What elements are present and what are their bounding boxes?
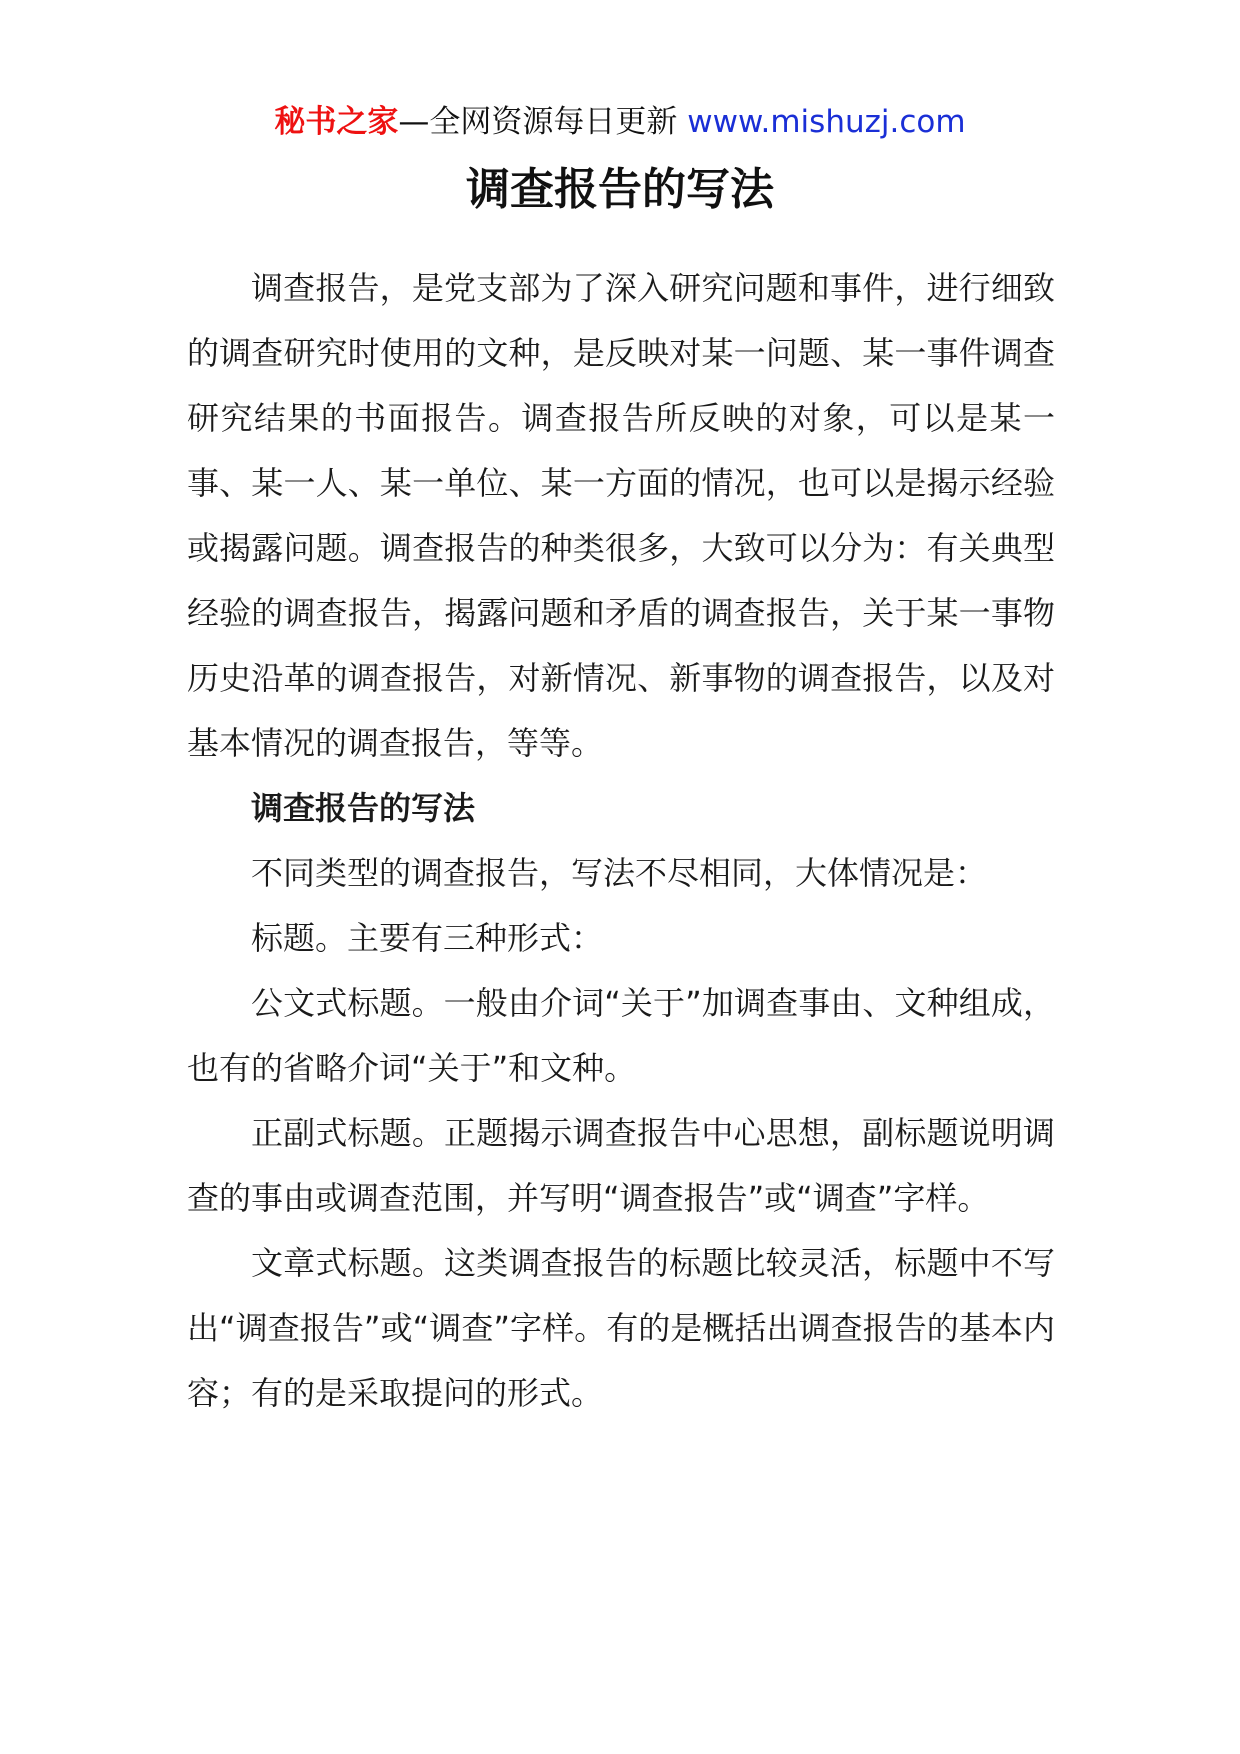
body-paragraph: 公文式标题。一般由介词“关于”加调查事由、文种组成，也有的省略介词“关于”和文种。 [187,984,1055,1087]
body-paragraph: 正副式标题。正题揭示调查报告中心思想，副标题说明调查的事由或调查范围，并写明“调查报告”或“调查”字样。 [187,1114,1055,1217]
document-title: 调查报告的写法 [466,164,774,215]
document-body [187,256,1055,1426]
site-brand: 秘书之家 [274,104,399,140]
section-heading: 调查报告的写法 [251,789,476,827]
site-tagline: —全网资源每日更新 [398,104,688,140]
body-paragraph: 标题。主要有三种形式： [251,919,604,957]
site-url-link[interactable]: www.mishuzj.com [687,104,966,140]
body-paragraph: 不同类型的调查报告，写法不尽相同，大体情况是： [251,854,988,892]
site-header [0,102,1240,142]
body-paragraph: 文章式标题。这类调查报告的标题比较灵活，标题中不写出“调查报告”或“调查”字样。有的是概括出调查报告的基本内容；有的是采取提问的形式。 [187,1244,1055,1412]
intro-paragraph: 调查报告，是党支部为了深入研究问题和事件，进行细致的调查研究时使用的文种，是反映对某一问题、某一事件调查研究结果的书面报告。调查报告所反映的对象，可以是某一事、某一人、某一单位、某一方面的情况，也可以是揭示经验或揭露问题。调查报告的种类很多，大致可以分为：有关典型经验的调查报告，揭露问题和矛盾的调查报告，关于某一事物历史沿革的调查报告，对新情况、新事物的调查报告，以及对基本情况的调查报告，等等。 [187,269,1055,762]
